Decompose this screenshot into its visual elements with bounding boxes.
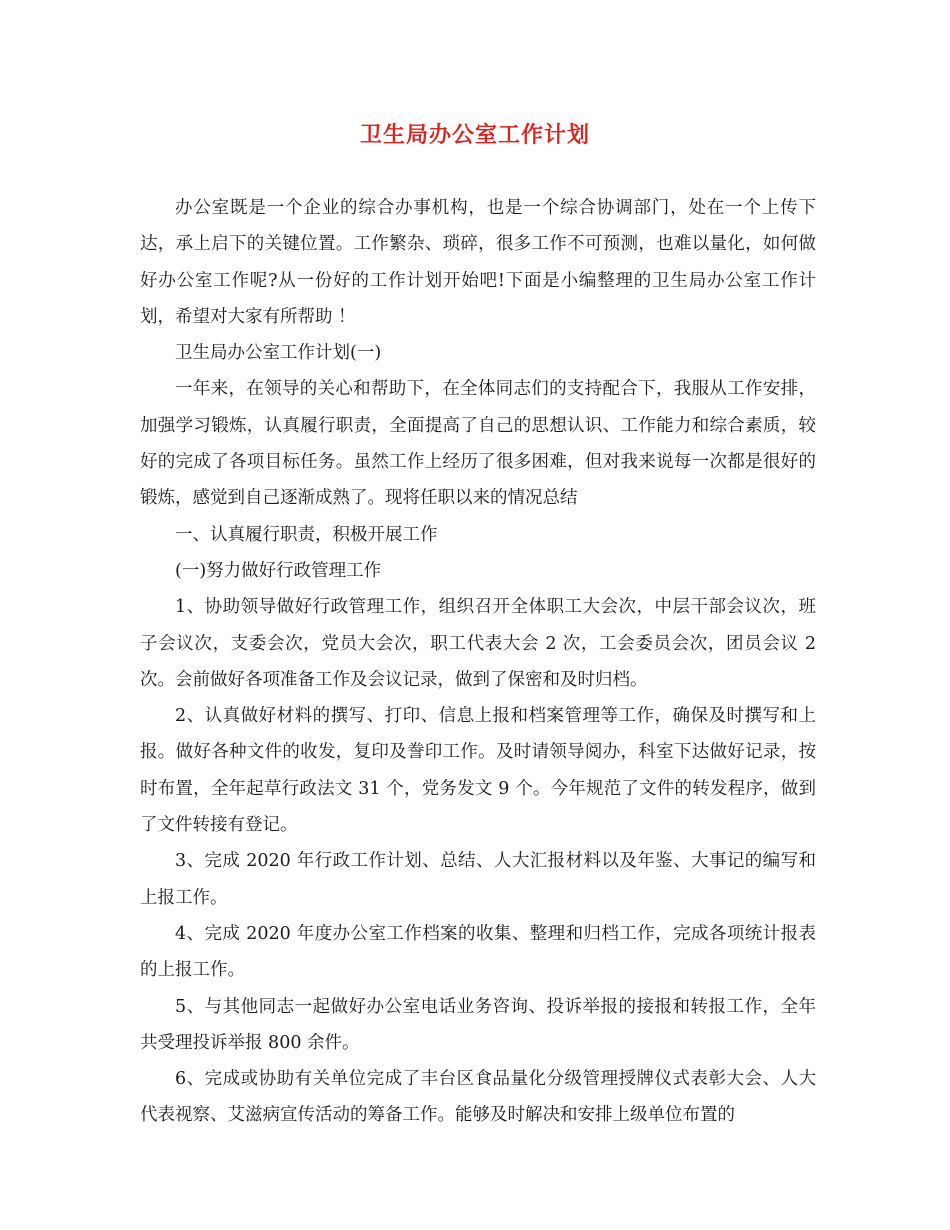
list-item-4: 4、完成 2020 年度办公室工作档案的收集、整理和归档工作，完成各项统计报表的上报工作。	[140, 923, 816, 981]
subsection-heading-admin: (一)努力做好行政管理工作	[175, 560, 382, 581]
paragraph-intro: 办公室既是一个企业的综合办事机构，也是一个综合协调部门，处在一个上传下达，承上启下的关键位置。工作繁杂、琐碎，很多工作不可预测，也难以量化，如何做好办公室工作呢?从一份好的工作计划开始吧!下面是小编整理的卫生局办公室工作计划，希望对大家有所帮助 ！	[140, 198, 816, 327]
document-title: 卫生局办公室工作计划	[359, 122, 590, 148]
list-item-5: 5、与其他同志一起做好办公室电话业务咨询、投诉举报的接报和转报工作，全年共受理投诉举报 800 余件。	[140, 996, 816, 1053]
paragraph-summary: 一年来，在领导的关心和帮助下，在全体同志们的支持配合下，我服从工作安排，加强学习锻炼，认真履行职责，全面提高了自己的思想认识、工作能力和综合素质，较好的完成了各项目标任务。虽然工作上经历了很多困难，但对我来说每一次都是很好的锻炼，感觉到自己逐渐成熟了。现将任职以来的情况总结	[140, 379, 816, 509]
list-item-2: 2、认真做好材料的撰写、打印、信息上报和档案管理等工作，确保及时撰写和上报。做好各种文件的收发，复印及誊印工作。及时请领导阅办，科室下达做好记录，按时布置，全年起草行政法文 31 个，党务发文 9 个。今年规范了文件的转发程序，做到了文件转接有登记。	[140, 706, 816, 836]
list-item-3: 3、完成 2020 年行政工作计划、总结、人大汇报材料以及年鉴、大事记的编写和上报工作。	[140, 851, 816, 908]
document-body	[140, 190, 816, 1134]
section-heading-plan-1: 卫生局办公室工作计划(一)	[175, 343, 382, 364]
section-heading-duties: 一、认真履行职责，积极开展工作	[175, 524, 438, 545]
list-item-6: 6、完成或协助有关单位完成了丰台区食品量化分级管理授牌仪式表彰大会、人大代表视察、艾滋病宣传活动的筹备工作。能够及时解决和安排上级单位布置的	[140, 1069, 816, 1126]
list-item-1: 1、协助领导做好行政管理工作，组织召开全体职工大会次，中层干部会议次，班子会议次，支委会次，党员大会次，职工代表大会 2 次，工会委员会次，团员会议 2 次。会前做好各项准备工作及会议记录，做到了保密和及时归档。	[140, 597, 816, 690]
